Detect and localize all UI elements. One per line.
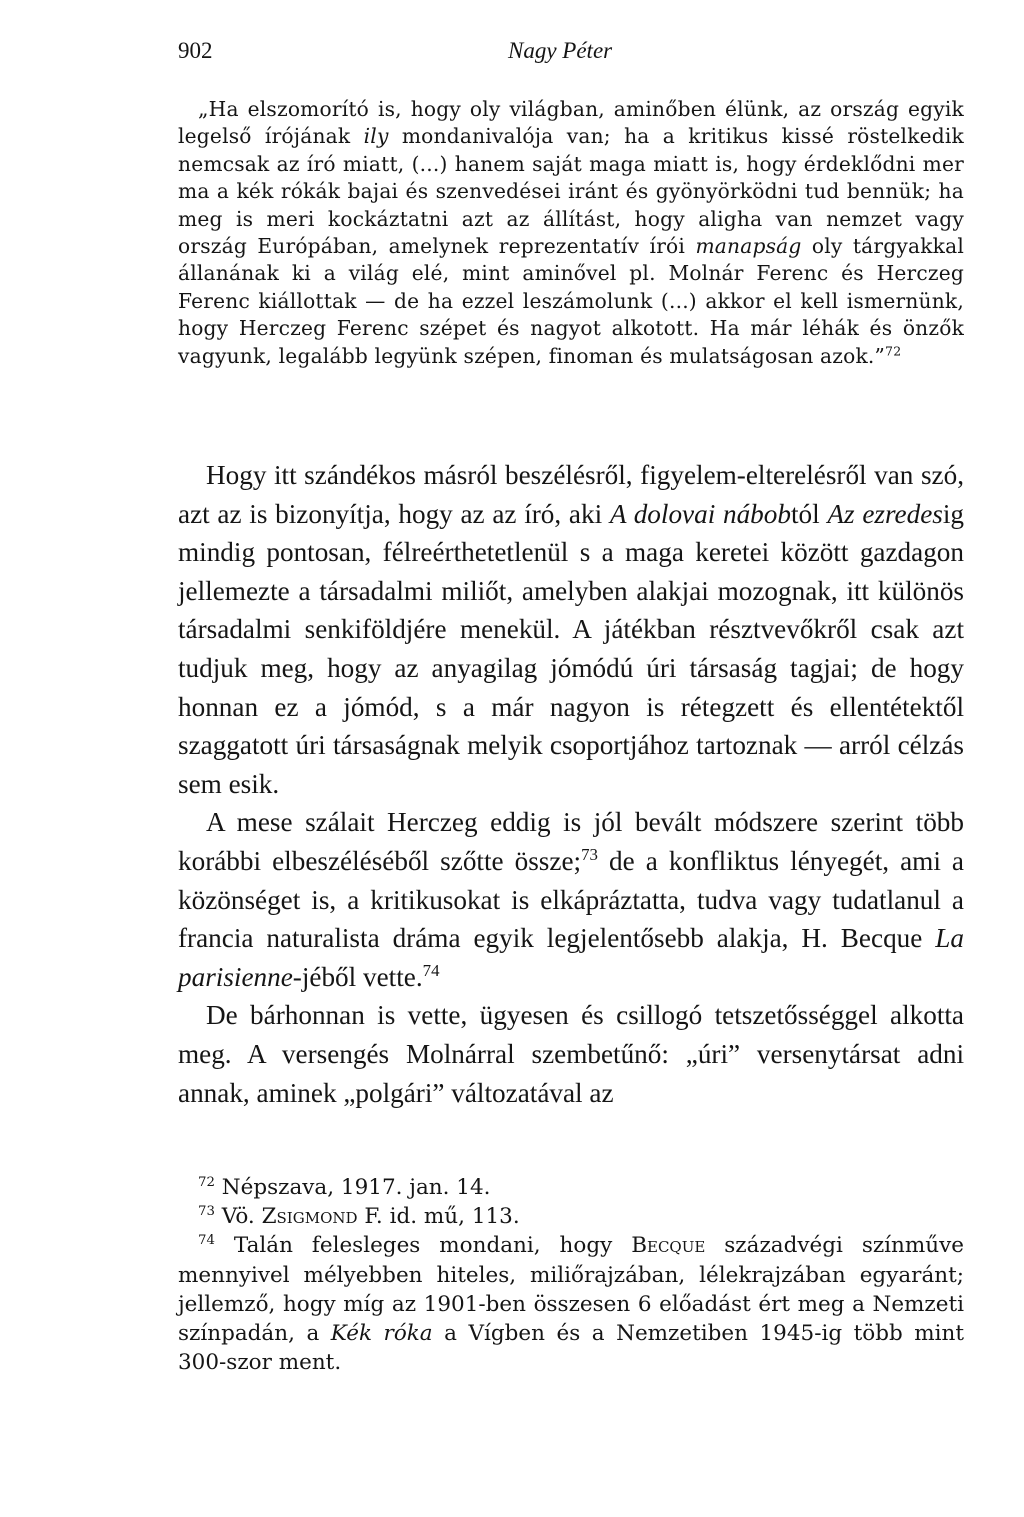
footnote-ref-74: 74 [422,960,440,980]
para1-italic-ezredes: Az ezredes [827,498,943,529]
footnotes [178,1173,964,1377]
body-text [178,456,964,1112]
para1-text-b: tól [790,498,828,529]
footnote-74-italic-kek-roka: Kék róka [330,1321,433,1347]
footnote-74-author: Becque [631,1233,706,1259]
footnote-72-text: Népszava, 1917. jan. 14. [214,1175,491,1200]
footnote-73-author: Zsigmond [261,1204,358,1230]
footnote-73 [178,1202,964,1231]
body-paragraph-3: De bárhonnan is vette, ügyesen és csillogó tetszetősséggel alkotta meg. A versengés Molnárral szembetűnő: „úri” versenytársat adni annak, aminek „polgári” változatával az [178,1000,964,1108]
footnote-number-74: 74 [198,1233,215,1249]
footnote-ref-73: 73 [581,844,598,864]
footnote-74-text-b: századvégi színműve mennyivel mélyebben hiteles, miliőrajzában, lélekrajzában egyaránt; jellemző, hogy míg az 1901-ben összesen 6 előadást ért meg a Nemzeti színpadán, a [178,1233,965,1347]
quote-text-3: oly tárgyakkal állanának ki a világ elé, mint aminővel pl. Molnár Ferenc és Herczeg Ferenc kiállottak — de ha ezzel leszámolunk (...) akkor el kell ismernünk, hogy Herczeg Ferenc szépet és nagyot alkotott. Ha már léhák és önzők vagyunk, legalább legyünk szépen, finoman és mulatságosan azok.” [178,234,964,368]
para1-text-a: Hogy itt szándékos másról beszélésről, figyelem-elterelésről van szó, azt az is bizonyítja, hogy az az író, aki [178,460,964,529]
para1-text-c: ig mindig pontosan, félreérthetetlenül s a maga keretei között gazdagon jellemezte a társadalmi miliőt, amelyben alakjai mozognak, itt különös társadalmi senkiföldjére menekül. A játékban résztvevőkről csak azt tudjuk meg, hogy az anyagilag jómódú úri társaság tagjai; de hogy honnan ez a jómód, s a már nagyon is rétegzett és ellentétektől szaggatott úri társaságnak melyik csoportjához tartoznak — arról célzás sem esik. [178,498,965,799]
quote-italic-manapsag: manapság [695,234,802,259]
quote-text-1: „Ha elszomorító is, hogy oly világban, aminőben élünk, az ország egyik legelső írójának [178,97,964,149]
footnote-number-72: 72 [198,1174,215,1190]
para2-text-b: de a konfliktus lényegét, ami a közönséget is, a kritikusokat is elkápráztatta, tudva vagy tudatlanul a francia naturalista dráma egyik legjelentősebb alakja, H. Becque [178,845,964,954]
footnote-number-73: 73 [198,1204,215,1220]
footnote-74-text-a: Talán felesleges mondani, hogy [214,1233,632,1259]
footnote-72 [178,1173,964,1202]
para2-text-a: A mese szálait Herczeg eddig is jól bevált módszere szerint több korábbi elbeszéléséből szőtte össze; [178,807,964,876]
page-header [178,38,964,78]
page-number: 902 [178,38,213,63]
block-quote [178,96,964,370]
footnote-73-text-a: Vö. [214,1204,262,1230]
body-paragraph-2 [178,803,964,996]
quote-paragraph [178,96,964,370]
para1-italic-dolovai: A dolovai nábob [609,498,791,529]
footnote-73-text-b: F. id. mű, 113. [357,1204,520,1230]
footnote-ref-72: 72 [885,342,902,358]
para2-italic-parisienne: La parisienne [178,923,964,992]
quote-text-2: mondanivalója van; ha a kritikus kissé röstelkedik nemcsak az író miatt, (...) hanem saját maga miatt is, hogy érdeklődni mer ma a kék rókák bajai és szenvedései iránt és gyönyörködni tud bennük; ha meg is meri kockáztatni azt az állítást, hogy aligha van nemzet vagy ország Európában, amelynek reprezentatív írói [178,124,964,259]
para2-text-c: -jéből vette. [292,961,423,992]
quote-italic-ily: ily [363,124,389,149]
running-head: Nagy Péter [508,38,613,63]
body-paragraph-1 [178,456,964,803]
footnote-74 [178,1231,964,1377]
footnote-74-text-c: a Vígben és a Nemzetiben 1945-ig több mint 300-szor ment. [178,1321,964,1376]
